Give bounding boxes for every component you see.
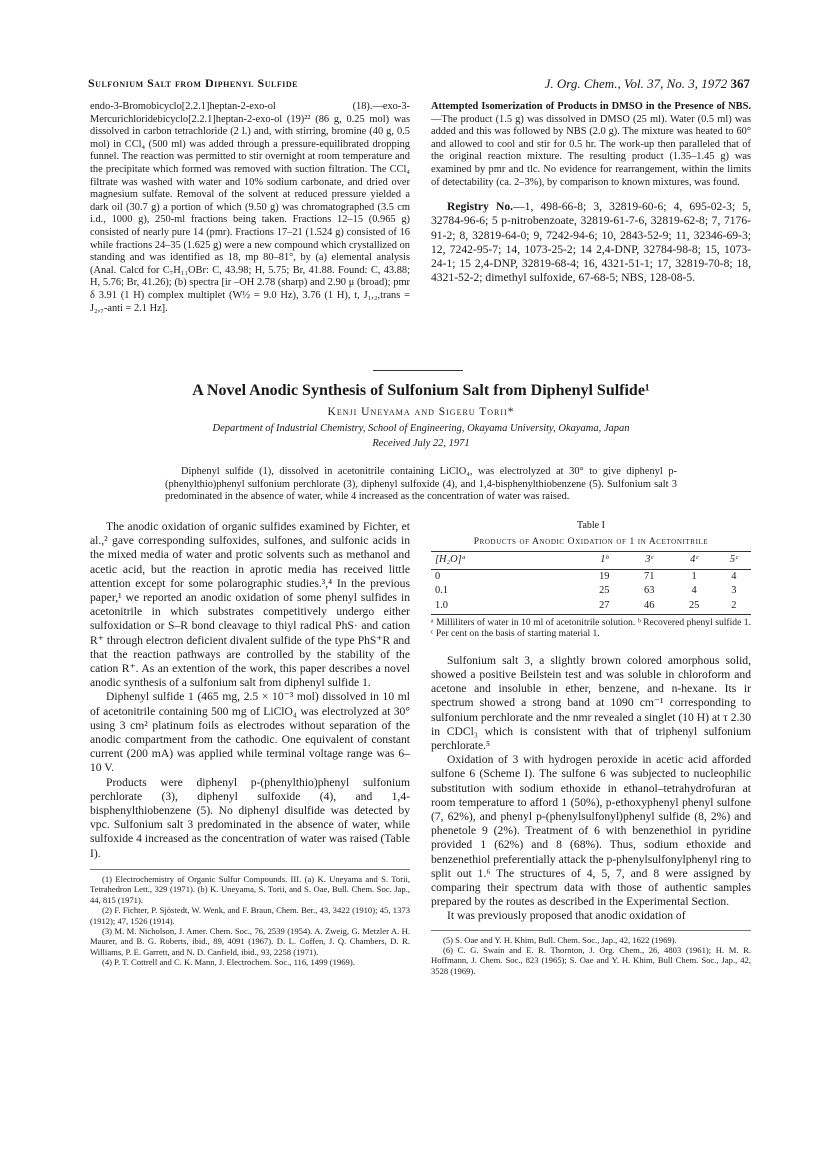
running-head: [88, 76, 750, 96]
article-received: Received July 22, 1971: [372, 438, 470, 449]
article-affiliation: Department of Industrial Chemistry, School of Engineering, Okayama University, Okayama, Japan: [212, 423, 630, 434]
right-body-text: [431, 654, 751, 924]
table-row: [431, 584, 751, 599]
table-row: [431, 569, 751, 584]
table-1: [431, 520, 751, 640]
table-cell: 71: [644, 570, 655, 582]
body-paragraph: The anodic oxidation of organic sulfides examined by Fichter, et al.,² gave corresponding sulfoxides, sulfones, and sulfonic acids in the mixed media of water and protic solvents such as methanol and acetic acid, but the reaction in aprotic media has received little attention except for some polarographic studies.³,⁴ In the previous paper,¹ we reported an anodic oxidation of some phenyl sulfides in acetonitrile in which substrates competitively undergo either sulfoxidation or S–R bond cleavage to thiyl radical PhS· and cation R⁺ through electron deficient divalent sulfide of the type PhS⁺R and that the reaction pathways are controlled by the stability of the cation R⁺. As an extention of the work, this paper describes a novel anodic synthesis of a sulfonium salt from diphenyl sulfide 1.: [90, 520, 410, 690]
footnote-references-right: [431, 930, 751, 977]
isomerization-paragraph: [431, 101, 751, 189]
body-paragraph: Products were diphenyl p-(phenylthio)phenyl sulfonium perchlorate (3), diphenyl sulfoxide (4), and 1,4-bisphenylthiobenzene (5). No diphenyl disulfide was detected by vpc. Sulfonium salt 3 predominated in the absence of water, while sulfoxide 4 increased as the concentration of water was raised (Table I).: [90, 775, 410, 860]
left-column-body: [90, 520, 410, 968]
body-paragraph: It was previously proposed that anodic oxidation of: [447, 909, 686, 923]
previous-article-experimental: [90, 101, 410, 315]
table-cell: 0.1: [435, 585, 448, 597]
table-caption: Table I: [577, 520, 605, 531]
table-header-cell: 3ᶜ: [627, 552, 672, 570]
table-cell: 4: [691, 585, 697, 597]
isomerization-heading: Attempted Isomerization of Products in DMSO in the Presence of NBS.: [431, 101, 751, 112]
experimental-paragraph: endo-3-Bromobicyclo[2.2.1]heptan-2-exo-ol (18).—exo-3-Mercurichloridebicyclo[2.2.1]heptan-2-exo-ol (19)²² (86 g, 0.25 mol) was dissolved in carbon tetrachloride (2 l.) and, with stirring, bromine (40 g, 0.5 mol) in CCl₄ (500 ml) was added through a pressure-equilibrated dropping funnel. The reaction was permitted to stir overnight at room temperature and the precipitate which formed was removed with suction filtration. The CCl₄ filtrate was washed with water and 10% sodium carbonate, and dried over magnesium sulfate. Removal of the solvent at reduced pressure yielded a dark oil (30.7 g) a portion of which (9.50 g) was chromatographed (3.5 cm i.d., 1000 g), 250-ml fractions being taken. Fractions 12–15 (0.965 g) consisted of nearly pure 14 (pmr). Fractions 17–21 (1.524 g) consisted of 16 while fractions 24–35 (1.625 g) were a new compound which crystallized on standing and was identified as 18, mp 80–81°, by (a) elemental analysis (Anal. Calcd for C₇H₁₁OBr: C, 43.98; H, 5.75; Br, 41.88. Found: C, 43.88; H, 5.76; Br, 41.26); (b) spectra [ir –OH 2.78 (sharp) and 2.90 μ (broad); pmr δ 3.91 (1 H) complex multiplet (W½ = 9.0 Hz), 3.76 (1 H), t, J₁,₂,trans = J₂,₇-anti = 2.1 Hz].: [90, 101, 410, 314]
table-cell: 46: [627, 599, 672, 614]
table-header-cell: 5ᶜ: [717, 552, 751, 570]
table-cell: 1: [691, 570, 697, 582]
right-column-body: [431, 520, 751, 976]
table-cell: 63: [644, 585, 655, 597]
footnote-references-left: [90, 869, 410, 968]
body-paragraph: Oxidation of 3 with hydrogen peroxide in acetic acid afforded sulfone 6 (Scheme I). The sulfone 6 was subjected to nucleophilic substitution with sodium ethoxide in ethanol–tetrahydrofuran at room temperature to afford 1 (50%), p-ethoxyphenyl phenyl sulfone (7, 62%), and phenyl p-(phenylsulfonyl)phenyl sulfide (8, 2%) and phenetole 9 (2%). Treatment of 6 with benzenethiol in pyridine provided 1 (62%) and 8 (68%). Thus, sodium ethoxide and benzenethiol preferentially attack the p-phenylsulfonylphenyl ring to split out 1.⁶ The structures of 4, 5, 7, and 8 were assigned by comparing their spectrum data with those of authentic samples prepared by the routes as described in the Experimental Section.: [431, 753, 751, 909]
running-head-citation: [545, 76, 750, 92]
table-cell: 0: [435, 570, 441, 582]
table-header-row: [431, 552, 751, 570]
article-abstract: Diphenyl sulfide (1), dissolved in acetonitrile containing LiClO₄, was electrolyzed at 30° to give diphenyl p-(phenylthio)phenyl sulfonium perchlorate (3), diphenyl sulfoxide (4), and 1,4-bisphenylthiobenzene (5). Sulfonium salt 3 predominated in the absence of water, while 4 increased as the concentration of water was raised.: [165, 466, 677, 503]
body-paragraph: Diphenyl sulfide 1 (465 mg, 2.5 × 10⁻³ mol) dissolved in 10 ml of acetonitrile containing 500 mg of LiClO₄ was electrolyzed at 30° using 3 cm² platinum foils as electrodes without separation of the anodic compartment from the cathodic. One equivalent of constant current (200 mA) was applied while terminal voltage range was 6–10 V.: [90, 690, 410, 775]
table-cell: 1.0: [431, 599, 582, 614]
table-cell: 25: [599, 585, 610, 597]
reference: (4) P. T. Cottrell and C. K. Mann, J. Electrochem. Soc., 116, 1499 (1969).: [102, 957, 355, 968]
registry-label: Registry No.: [447, 200, 514, 214]
table-header-cell: 4ᶜ: [672, 552, 717, 570]
table-cell: 4: [731, 570, 737, 582]
registry-text: —1, 498-66-8; 3, 32819-60-6; 4, 695-02-3; 5, 32784-96-6; 5 p-nitrobenzoate, 32819-61-7-6, 32819-62-8; 7, 7176-91-2; 8, 32819-64-0; 9, 7242-94-6; 10, 2843-52-9; 11, 32346-69-3; 12, 7242-95-7; 14, 1073-25-2; 14 2,4-DNP, 32784-98-8; 15, 1073-24-1; 15 2,4-DNP, 32819-68-4; 16, 4321-51-1; 17, 32819-70-8; 18, 4321-52-2; dimethyl sulfoxide, 67-68-5; NBS, 128-08-5.: [431, 200, 751, 285]
table-cell: 27: [582, 599, 627, 614]
reference: (2) F. Fichter, P. Sjöstedt, W. Wenk, and F. Braun, Chem. Ber., 43, 3422 (1910); 45, 1373 (1912); 47, 1526 (1914).: [90, 905, 410, 926]
journal-name: J. Org. Chem.,: [544, 76, 621, 91]
table-footnote: ᵃ Milliliters of water in 10 ml of acetonitrile solution. ᵇ Recovered phenyl sulfide 1. ᶜ Per cent on the basis of starting material 1.: [431, 616, 751, 640]
page-number: 367: [730, 76, 750, 91]
journal-volume: Vol. 37, No. 3, 1972: [623, 76, 728, 91]
reference: (5) S. Oae and Y. H. Khim, Bull. Chem. Soc., Jap., 42, 1622 (1969).: [443, 934, 677, 945]
table-header-cell: 1ᵇ: [582, 552, 627, 570]
running-head-title: Sulfonium Salt from Diphenyl Sulfide: [88, 76, 298, 90]
article-title: A Novel Anodic Synthesis of Sulfonium Salt from Diphenyl Sulfide¹: [192, 382, 650, 399]
registry-paragraph: [431, 200, 751, 285]
isomerization-text: —The product (1.5 g) was dissolved in DMSO (25 ml). Water (0.5 ml) was added and this was followed by NBS (2.0 g). The mixture was heated to 60° and allowed to cool and stir for 0.5 hr. The work-up then paralleled that of the original reaction mixture. The resulting product (1.35–1.45 g) was examined by pmr and tlc. No evidence for rearrangement, within the limits of detectability (ca. 2–3%), by comparison to known mixtures, was found.: [431, 113, 751, 188]
previous-article-end: [431, 101, 751, 285]
table-cell: 25: [672, 599, 717, 614]
table-cell: 2: [717, 599, 751, 614]
reference: (3) M. M. Nicholson, J. Amer. Chem. Soc., 76, 2539 (1954). A. Zweig, G. Metzler A. H. Maurer, and B. G. Roberts, ibid., 89, 4091 (1967). D. L. Coffen, J. Q. Chambers, D. R. Williams, P. E. Garrett, and N. D. Canfield, ibid., 93, 2258 (1971).: [90, 925, 410, 957]
table-cell: 19: [599, 570, 610, 582]
reference: (6) C. G. Swain and E. R. Thornton, J. Org. Chem., 26, 4803 (1961); H. M. R. Hoffmann, J. Chem. Soc., 823 (1965); S. Oae and Y. H. Khim, Bull Chem. Soc., Jap., 42, 3528 (1969).: [431, 945, 751, 976]
table-title: Products of Anodic Oxidation of 1 in Acetonitrile: [473, 536, 709, 547]
body-paragraph: Sulfonium salt 3, a slightly brown colored amorphous solid, showed a positive Beilstein test and was soluble in chloroform and acetone and insoluble in ether, benzene, and n-hexane. Its ir spectrum showed a strong band at 1090 cm⁻¹ corresponding to sulfonium perchlorate and the nmr revealed a singlet (10 H) at τ 2.30 in CDCl₃ which is consistent with that of triphenyl sulfonium perchlorate.⁵: [431, 653, 751, 752]
table-header-cell: [H₂O]ᵃ: [431, 552, 582, 570]
article-header: [90, 382, 752, 449]
article-authors: Kenji Uneyama and Sigeru Torii*: [327, 406, 515, 418]
products-table: [431, 551, 751, 614]
table-row: [431, 599, 751, 614]
article-separator: [373, 370, 463, 371]
table-cell: 3: [731, 585, 737, 597]
reference: (1) Electrochemistry of Organic Sulfur Compounds. III. (a) K. Uneyama and S. Torii, Tetrahedron Lett., 329 (1971). (b) K. Uneyama, S. Torii, and S. Oae, Bull. Chem. Soc. Jap., 44, 815 (1971).: [90, 873, 410, 905]
